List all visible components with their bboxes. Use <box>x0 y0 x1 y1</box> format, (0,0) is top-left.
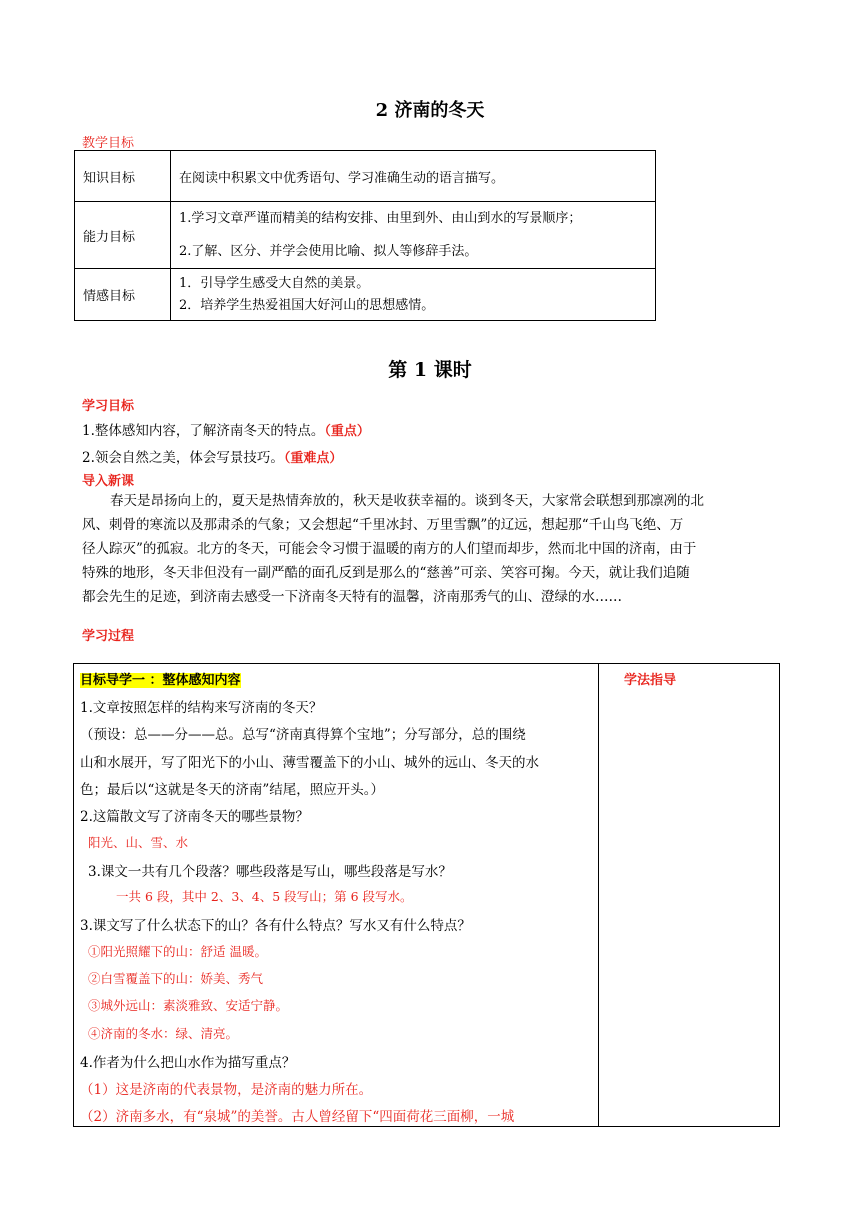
goals-line: 2．培养学生热爱祖国大好河山的思想感情。 <box>179 297 435 313</box>
intro-line: 春天是昂扬向上的，夏天是热情奔放的，秋天是收获幸福的。谈到冬天，大家常会联想到那凛冽的北 <box>110 493 704 509</box>
goals-row-text <box>171 202 656 269</box>
learning-goal-item <box>82 419 370 439</box>
goals-row-knowledge <box>75 151 656 202</box>
process-table-divider <box>598 663 599 1127</box>
goals-row-ability <box>75 202 656 269</box>
question-1: 1.文章按照怎样的结构来写济南的冬天？ <box>80 700 323 716</box>
question-3b: 3.课文写了什么状态下的山？各有什么特点？写水又有什么特点？ <box>80 918 471 934</box>
goals-line: 1．引导学生感受大自然的美景。 <box>179 275 370 291</box>
goals-row-label: 情感目标 <box>75 269 171 321</box>
question-4-answer: （1）这是济南的代表景物，是济南的魅力所在。 <box>80 1082 373 1098</box>
question-3b-answer: ②白雪覆盖下的山：娇美、秀气 <box>88 971 264 986</box>
process-heading: 学习过程 <box>82 629 135 644</box>
intro-line: 都会先生的足迹，到济南去感受一下济南冬天特有的温馨，济南那秀气的山、澄绿的水…… <box>82 589 622 605</box>
intro-line: 风、刺骨的寒流以及那肃杀的气象；又会想起“千里冰封、万里雪飘”的辽远，想起那“千山鸟飞绝、万 <box>82 517 684 533</box>
learning-goal-item <box>82 446 342 466</box>
period-title: 第 1 课时 <box>388 359 472 381</box>
intro-line: 径人踪灭”的孤寂。北方的冬天，可能会令习惯于温暖的南方的人们望而却步，然而北中国的济南，由于 <box>82 541 697 557</box>
question-3b-answer: ③城外远山：素淡雅致、安适宁静。 <box>88 998 289 1013</box>
question-4-answer: （2）济南多水，有“泉城”的美誉。古人曾经留下“四面荷花三面柳，一城 <box>80 1109 515 1125</box>
method-heading: 学法指导 <box>624 673 677 688</box>
goals-table <box>74 150 656 321</box>
question-3a-answer: 一共 6 段，其中 2、3、4、5 段写山；第 6 段写水。 <box>116 889 413 904</box>
intro-line: 特殊的地形，冬天非但没有一副严酷的面孔反到是那么的“慈善”可亲、笑容可掬。今天，就让我们追随 <box>82 565 690 581</box>
lesson-title: 2 济南的冬天 <box>375 100 485 121</box>
question-3a: 3.课文一共有几个段落？哪些段落是写山，哪些段落是写水？ <box>88 864 452 880</box>
question-2: 2.这篇散文写了济南冬天的哪些景物？ <box>80 809 309 825</box>
goals-row-emotion <box>75 269 656 321</box>
intro-paragraph <box>82 489 782 609</box>
question-4: 4.作者为什么把山水作为描写重点？ <box>80 1055 296 1071</box>
intro-heading: 导入新课 <box>82 474 135 489</box>
learning-goal-text: 1.整体感知内容，了解济南冬天的特点。 <box>82 423 325 439</box>
question-3b-answer: ①阳光照耀下的山：舒适 温暖。 <box>88 944 267 959</box>
question-3b-answer: ④济南的冬水：绿、清亮。 <box>88 1026 239 1041</box>
goals-line: 1.学习文章严谨而精美的结构安排、由里到外、由山到水的写景顺序； <box>179 211 582 226</box>
goals-row-text <box>171 269 656 321</box>
goals-row-text: 在阅读中积累文中优秀语句、学习准确生动的语言描写。 <box>171 151 656 202</box>
question-1-answer-line: 山和水展开，写了阳光下的小山、薄雪覆盖下的小山、城外的远山、冬天的水 <box>80 755 539 771</box>
teaching-goals-heading: 教学目标 <box>82 136 135 151</box>
learning-goal-text: 2.领会自然之美，体会写景技巧。 <box>82 450 284 466</box>
goals-row-label: 能力目标 <box>75 202 171 269</box>
learning-goals-heading: 学习目标 <box>82 399 135 414</box>
question-2-answer: 阳光、山、雪、水 <box>88 835 189 850</box>
learning-goal-tag: （重点） <box>324 424 370 439</box>
learning-goal-tag: （重难点） <box>283 451 343 466</box>
goals-row-label: 知识目标 <box>75 151 171 202</box>
goals-line: 2.了解、区分、并学会使用比喻、拟人等修辞手法。 <box>179 244 478 259</box>
target-heading: 目标导学一 ：整体感知内容 <box>80 673 241 688</box>
question-1-answer-line: 色；最后以“这就是冬天的济南”结尾，照应开头。） <box>80 782 385 798</box>
question-1-answer-line: （预设：总——分——总。总写“济南真得算个宝地”；分写部分，总的围绕 <box>80 727 526 743</box>
